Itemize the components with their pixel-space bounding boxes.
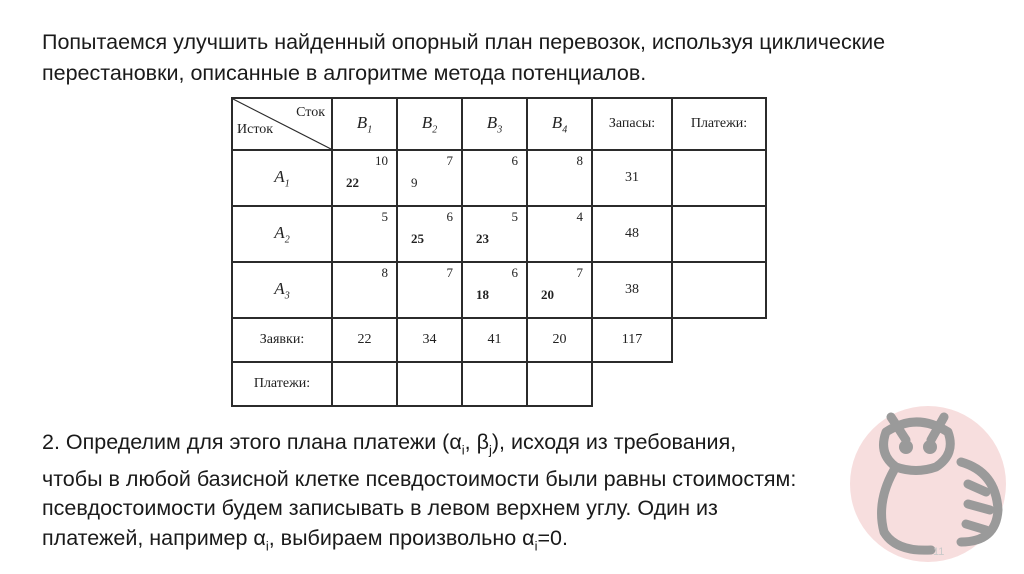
demand-total: 117 bbox=[592, 318, 672, 362]
payment-b3 bbox=[462, 362, 527, 406]
cell-a2-b3: 5 23 bbox=[462, 206, 527, 262]
header-b4: $B_4$ bbox=[527, 98, 592, 150]
supply-a2: 48 bbox=[592, 206, 672, 262]
demand-row bbox=[232, 318, 766, 362]
payment-b2 bbox=[397, 362, 462, 406]
demand-b2: 34 bbox=[397, 318, 462, 362]
cell-a3-b2: 7 bbox=[397, 262, 462, 318]
table-row-a2 bbox=[232, 206, 766, 262]
table-header-row bbox=[232, 98, 766, 150]
cell-a1-b3: 6 bbox=[462, 150, 527, 206]
cell-a3-b1: 8 bbox=[332, 262, 397, 318]
demand-label: Заявки: bbox=[232, 318, 332, 362]
page-number: 11 bbox=[933, 546, 945, 558]
payment-a3 bbox=[672, 262, 766, 318]
explanation-line-4: платежей, например $\alpha_i$, выбираем произвольно $\alpha_i=0$. bbox=[42, 525, 568, 554]
cell-a1-b4: 8 bbox=[527, 150, 592, 206]
intro-line-2: перестановки, описанные в алгоритме метода потенциалов. bbox=[42, 61, 647, 85]
explanation-paragraph bbox=[42, 428, 872, 561]
supply-a3: 38 bbox=[592, 262, 672, 318]
table-row-a1 bbox=[232, 150, 766, 206]
payments-row bbox=[232, 362, 766, 406]
cell-a3-b3: 6 18 bbox=[462, 262, 527, 318]
header-supply: Запасы: bbox=[592, 98, 672, 150]
table-row-a3 bbox=[232, 262, 766, 318]
empty-cell bbox=[592, 362, 672, 406]
demand-b3: 41 bbox=[462, 318, 527, 362]
row-header-a1: $A_1$ bbox=[232, 150, 332, 206]
header-b2: $B_2$ bbox=[397, 98, 462, 150]
cell-a2-b4: 4 bbox=[527, 206, 592, 262]
demand-b4: 20 bbox=[527, 318, 592, 362]
cell-a1-b2: 7 9 bbox=[397, 150, 462, 206]
supply-a1: 31 bbox=[592, 150, 672, 206]
explanation-line-3: псевдостоимости будем записывать в левом верхнем углу. Один из bbox=[42, 496, 718, 521]
demand-b1: 22 bbox=[332, 318, 397, 362]
payment-a2 bbox=[672, 206, 766, 262]
empty-cell bbox=[672, 318, 766, 362]
cell-a2-b2: 6 25 bbox=[397, 206, 462, 262]
row-header-a2: $A_2$ bbox=[232, 206, 332, 262]
payment-b4 bbox=[527, 362, 592, 406]
corner-label-stok: Сток bbox=[296, 105, 325, 120]
intro-paragraph bbox=[42, 27, 1002, 89]
empty-cell bbox=[672, 362, 766, 406]
explanation-line-2: чтобы в любой базисной клетке псевдостоимости были равны стоимостям: bbox=[42, 466, 797, 491]
cell-a1-b1: 10 22 bbox=[332, 150, 397, 206]
cell-a2-b1: 5 bbox=[332, 206, 397, 262]
header-b1: $B_1$ bbox=[332, 98, 397, 150]
cell-a3-b4: 7 20 bbox=[527, 262, 592, 318]
row-header-a3: $A_3$ bbox=[232, 262, 332, 318]
header-payments: Платежи: bbox=[672, 98, 766, 150]
transport-table bbox=[231, 97, 767, 407]
explanation-line-1: 2. Определим для этого плана платежи ($\alpha_i$, $\beta_j$), исходя из требования, bbox=[42, 430, 737, 458]
corner-cell bbox=[232, 98, 332, 150]
corner-label-istok: Исток bbox=[237, 122, 274, 137]
transport-table-image bbox=[222, 91, 771, 407]
intro-line-1: Попытаемся улучшить найденный опорный план перевозок, используя циклические bbox=[42, 30, 886, 54]
payments-row-label: Платежи: bbox=[232, 362, 332, 406]
payment-b1 bbox=[332, 362, 397, 406]
payment-a1 bbox=[672, 150, 766, 206]
header-b3: $B_3$ bbox=[462, 98, 527, 150]
